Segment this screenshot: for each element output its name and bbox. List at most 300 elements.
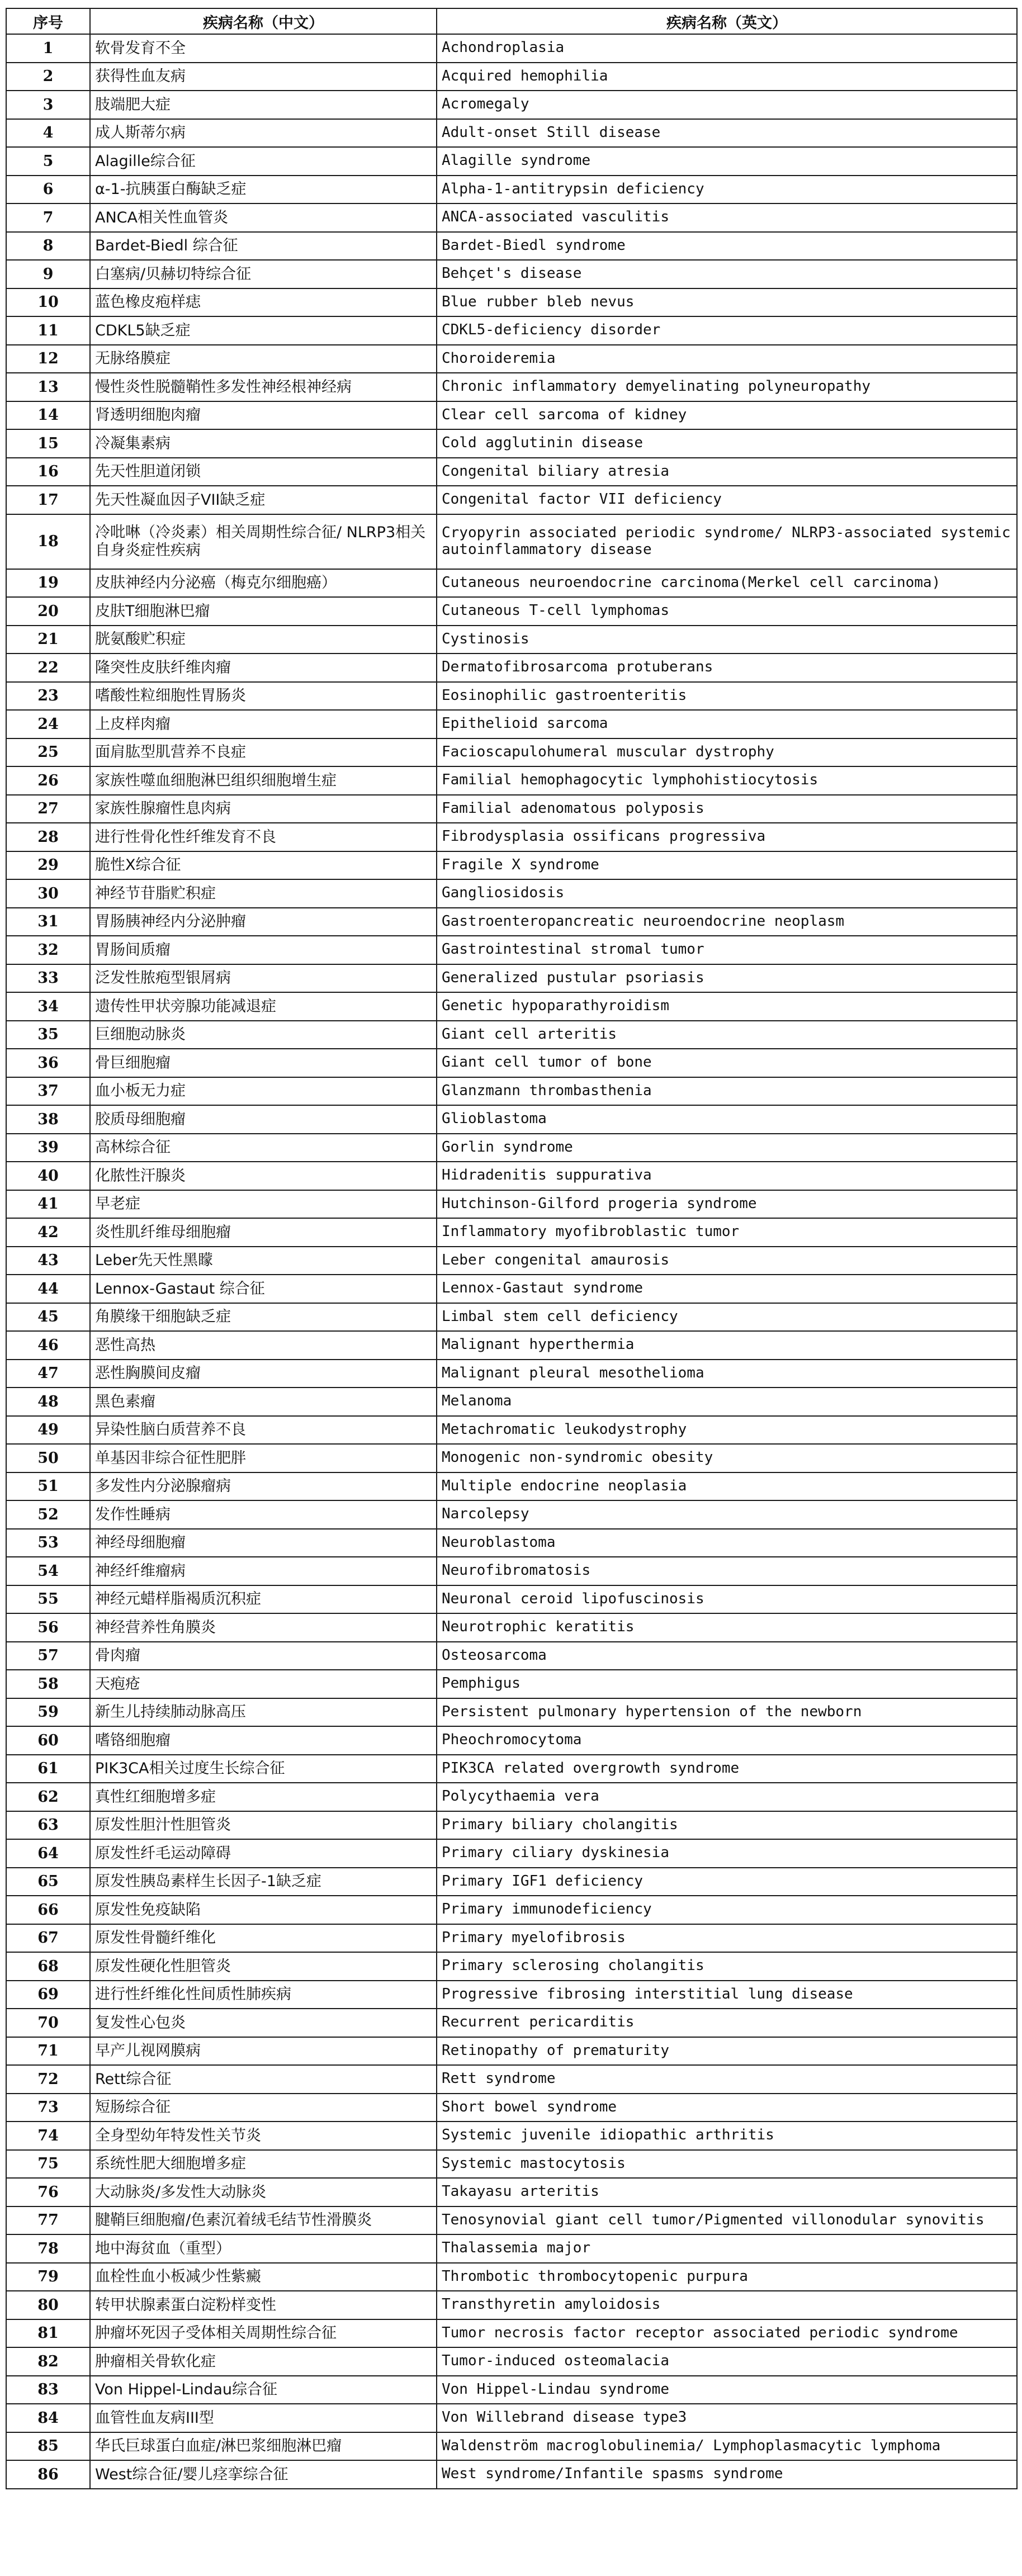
chinese-name: 原发性骨髓纤维化 (90, 1924, 437, 1953)
chinese-name: 地中海贫血（重型） (90, 2234, 437, 2263)
row-index: 58 (6, 1670, 90, 1698)
english-name: Bardet-Biedl syndrome (437, 232, 1017, 261)
chinese-name: 化脓性汗腺炎 (90, 1162, 437, 1190)
table-row (6, 710, 1017, 738)
row-index: 48 (6, 1388, 90, 1416)
header-row (6, 8, 1017, 34)
chinese-name: 神经纤维瘤病 (90, 1557, 437, 1585)
table-row (6, 1472, 1017, 1501)
english-name: CDKL5-deficiency disorder (437, 316, 1017, 345)
table-row (6, 2404, 1017, 2432)
table-row (6, 964, 1017, 993)
table-row (6, 1585, 1017, 1614)
table-body (6, 34, 1017, 2489)
table-row (6, 2460, 1017, 2489)
chinese-name: 白塞病/贝赫切特综合征 (90, 260, 437, 288)
english-name: Congenital factor VII deficiency (437, 486, 1017, 514)
row-index: 33 (6, 964, 90, 993)
table-header (6, 8, 1017, 34)
chinese-name: 肾透明细胞肉瘤 (90, 401, 437, 430)
table-row (6, 316, 1017, 345)
chinese-name: 皮肤T细胞淋巴瘤 (90, 597, 437, 626)
table-row (6, 2263, 1017, 2291)
chinese-name: 神经节苷脂贮积症 (90, 879, 437, 908)
row-index: 78 (6, 2234, 90, 2263)
english-name: Dermatofibrosarcoma protuberans (437, 654, 1017, 682)
english-name: Giant cell arteritis (437, 1021, 1017, 1049)
english-name: Primary sclerosing cholangitis (437, 1952, 1017, 1981)
row-index: 22 (6, 654, 90, 682)
chinese-name: 复发性心包炎 (90, 2009, 437, 2037)
chinese-name: 血小板无力症 (90, 1077, 437, 1106)
header-chinese-name: 疾病名称（中文） (90, 8, 437, 34)
english-name: Limbal stem cell deficiency (437, 1303, 1017, 1332)
english-name: Blue rubber bleb nevus (437, 288, 1017, 317)
english-name: Choroideremia (437, 345, 1017, 373)
table-row (6, 1162, 1017, 1190)
english-name: Primary ciliary dyskinesia (437, 1839, 1017, 1868)
chinese-name: 华氏巨球蛋白血症/淋巴浆细胞淋巴瘤 (90, 2432, 437, 2461)
table-row (6, 1105, 1017, 1134)
row-index: 57 (6, 1642, 90, 1670)
english-name: Systemic mastocytosis (437, 2150, 1017, 2179)
table-row (6, 936, 1017, 964)
table-row (6, 626, 1017, 654)
row-index: 29 (6, 851, 90, 880)
row-index: 61 (6, 1755, 90, 1783)
row-index: 9 (6, 260, 90, 288)
table-row (6, 1021, 1017, 1049)
row-index: 16 (6, 458, 90, 486)
rare-disease-table (6, 8, 1018, 2489)
row-index: 18 (6, 514, 90, 569)
english-name: Generalized pustular psoriasis (437, 964, 1017, 993)
row-index: 73 (6, 2094, 90, 2122)
english-name: Eosinophilic gastroenteritis (437, 682, 1017, 711)
row-index: 47 (6, 1360, 90, 1388)
english-name: Cystinosis (437, 626, 1017, 654)
row-index: 74 (6, 2122, 90, 2150)
chinese-name: 早老症 (90, 1190, 437, 1219)
english-name: Alagille syndrome (437, 147, 1017, 176)
chinese-name: 胃肠间质瘤 (90, 936, 437, 964)
row-index: 13 (6, 373, 90, 401)
row-index: 56 (6, 1613, 90, 1642)
english-name: Polycythaemia vera (437, 1783, 1017, 1811)
english-name: Cold agglutinin disease (437, 429, 1017, 458)
chinese-name: 异染性脑白质营养不良 (90, 1416, 437, 1445)
table-row (6, 2376, 1017, 2404)
table-row (6, 1331, 1017, 1360)
chinese-name: 炎性肌纤维母细胞瘤 (90, 1218, 437, 1247)
row-index: 15 (6, 429, 90, 458)
english-name: Glanzmann thrombasthenia (437, 1077, 1017, 1106)
row-index: 54 (6, 1557, 90, 1585)
table-row (6, 2094, 1017, 2122)
table-row (6, 992, 1017, 1021)
english-name: Neuroblastoma (437, 1529, 1017, 1557)
row-index: 5 (6, 147, 90, 176)
chinese-name: 角膜缘干细胞缺乏症 (90, 1303, 437, 1332)
english-name: Waldenström macroglobulinemia/ Lymphoplasmacytic lymphoma (437, 2432, 1017, 2461)
row-index: 6 (6, 176, 90, 204)
row-index: 41 (6, 1190, 90, 1219)
row-index: 76 (6, 2178, 90, 2206)
table-row (6, 2122, 1017, 2150)
chinese-name: 原发性胆汁性胆管炎 (90, 1811, 437, 1840)
english-name: Malignant pleural mesothelioma (437, 1360, 1017, 1388)
row-index: 23 (6, 682, 90, 711)
english-name: Gastroenteropancreatic neuroendocrine neoplasm (437, 908, 1017, 936)
chinese-name: 血管性血友病III型 (90, 2404, 437, 2432)
chinese-name: Lennox-Gastaut 综合征 (90, 1275, 437, 1303)
table-row (6, 147, 1017, 176)
table-row (6, 345, 1017, 373)
english-name: Hutchinson-Gilford progeria syndrome (437, 1190, 1017, 1219)
english-name: PIK3CA related overgrowth syndrome (437, 1755, 1017, 1783)
table-row (6, 2319, 1017, 2348)
table-row (6, 2037, 1017, 2066)
table-row (6, 2234, 1017, 2263)
chinese-name: 胶质母细胞瘤 (90, 1105, 437, 1134)
row-index: 39 (6, 1134, 90, 1162)
english-name: Multiple endocrine neoplasia (437, 1472, 1017, 1501)
english-name: Progressive fibrosing interstitial lung disease (437, 1981, 1017, 2009)
table-row (6, 91, 1017, 119)
english-name: Von Willebrand disease type3 (437, 2404, 1017, 2432)
table-row (6, 2178, 1017, 2206)
english-name: Familial adenomatous polyposis (437, 795, 1017, 823)
chinese-name: 胃肠胰神经内分泌肿瘤 (90, 908, 437, 936)
table-row (6, 738, 1017, 767)
chinese-name: 发作性睡病 (90, 1500, 437, 1529)
chinese-name: 短肠综合征 (90, 2094, 437, 2122)
table-row (6, 1924, 1017, 1953)
chinese-name: 骨肉瘤 (90, 1642, 437, 1670)
english-name: Short bowel syndrome (437, 2094, 1017, 2122)
english-name: Neurofibromatosis (437, 1557, 1017, 1585)
row-index: 14 (6, 401, 90, 430)
table-row (6, 1755, 1017, 1783)
row-index: 45 (6, 1303, 90, 1332)
row-index: 43 (6, 1247, 90, 1275)
chinese-name: Alagille综合征 (90, 147, 437, 176)
chinese-name: 恶性胸膜间皮瘤 (90, 1360, 437, 1388)
row-index: 12 (6, 345, 90, 373)
row-index: 81 (6, 2319, 90, 2348)
row-index: 71 (6, 2037, 90, 2066)
row-index: 25 (6, 738, 90, 767)
row-index: 80 (6, 2291, 90, 2319)
row-index: 35 (6, 1021, 90, 1049)
english-name: Retinopathy of prematurity (437, 2037, 1017, 2066)
table-row (6, 2347, 1017, 2376)
table-row (6, 1839, 1017, 1868)
table-row (6, 260, 1017, 288)
english-name: Thalassemia major (437, 2234, 1017, 2263)
table-row (6, 1077, 1017, 1106)
chinese-name: CDKL5缺乏症 (90, 316, 437, 345)
row-index: 66 (6, 1896, 90, 1924)
chinese-name: 多发性内分泌腺瘤病 (90, 1472, 437, 1501)
chinese-name: 慢性炎性脱髓鞘性多发性神经根神经病 (90, 373, 437, 401)
row-index: 72 (6, 2065, 90, 2094)
row-index: 8 (6, 232, 90, 261)
chinese-name: 胱氨酸贮积症 (90, 626, 437, 654)
row-index: 65 (6, 1868, 90, 1896)
table-row (6, 2150, 1017, 2179)
chinese-name: 原发性免疫缺陷 (90, 1896, 437, 1924)
table-row (6, 1218, 1017, 1247)
row-index: 42 (6, 1218, 90, 1247)
table-row (6, 1416, 1017, 1445)
chinese-name: 新生儿持续肺动脉高压 (90, 1698, 437, 1727)
english-name: Gorlin syndrome (437, 1134, 1017, 1162)
chinese-name: 进行性纤维化性间质性肺疾病 (90, 1981, 437, 2009)
english-name: Narcolepsy (437, 1500, 1017, 1529)
chinese-name: 泛发性脓疱型银屑病 (90, 964, 437, 993)
chinese-name: 大动脉炎/多发性大动脉炎 (90, 2178, 437, 2206)
chinese-name: 无脉络膜症 (90, 345, 437, 373)
row-index: 17 (6, 486, 90, 514)
table-row (6, 119, 1017, 148)
english-name: Fragile X syndrome (437, 851, 1017, 880)
row-index: 67 (6, 1924, 90, 1953)
chinese-name: 转甲状腺素蛋白淀粉样变性 (90, 2291, 437, 2319)
row-index: 51 (6, 1472, 90, 1501)
chinese-name: 嗜铬细胞瘤 (90, 1726, 437, 1755)
table-row (6, 288, 1017, 317)
row-index: 2 (6, 63, 90, 91)
row-index: 55 (6, 1585, 90, 1614)
chinese-name: 系统性肥大细胞增多症 (90, 2150, 437, 2179)
english-name: Persistent pulmonary hypertension of the newborn (437, 1698, 1017, 1727)
chinese-name: 高林综合征 (90, 1134, 437, 1162)
table-row (6, 176, 1017, 204)
row-index: 50 (6, 1444, 90, 1472)
table-row (6, 1360, 1017, 1388)
table-row (6, 1613, 1017, 1642)
english-name: Inflammatory myofibroblastic tumor (437, 1218, 1017, 1247)
chinese-name: 肢端肥大症 (90, 91, 437, 119)
row-index: 28 (6, 823, 90, 851)
english-name: Facioscapulohumeral muscular dystrophy (437, 738, 1017, 767)
table-row (6, 879, 1017, 908)
table-row (6, 458, 1017, 486)
table-row (6, 1134, 1017, 1162)
english-name: Pemphigus (437, 1670, 1017, 1698)
table-row (6, 597, 1017, 626)
row-index: 7 (6, 203, 90, 232)
english-name: Primary immunodeficiency (437, 1896, 1017, 1924)
chinese-name: 骨巨细胞瘤 (90, 1049, 437, 1077)
header-index: 序号 (6, 8, 90, 34)
row-index: 44 (6, 1275, 90, 1303)
english-name: Gangliosidosis (437, 879, 1017, 908)
english-name: Takayasu arteritis (437, 2178, 1017, 2206)
english-name: Lennox-Gastaut syndrome (437, 1275, 1017, 1303)
table-row (6, 1247, 1017, 1275)
row-index: 36 (6, 1049, 90, 1077)
english-name: Thrombotic thrombocytopenic purpura (437, 2263, 1017, 2291)
table-row (6, 232, 1017, 261)
english-name: Giant cell tumor of bone (437, 1049, 1017, 1077)
chinese-name: 原发性纤毛运动障碍 (90, 1839, 437, 1868)
table-row (6, 682, 1017, 711)
chinese-name: 全身型幼年特发性关节炎 (90, 2122, 437, 2150)
table-row (6, 486, 1017, 514)
chinese-name: 获得性血友病 (90, 63, 437, 91)
table-row (6, 373, 1017, 401)
table-row (6, 1896, 1017, 1924)
table-row (6, 1670, 1017, 1698)
english-name: Tumor-induced osteomalacia (437, 2347, 1017, 2376)
row-index: 4 (6, 119, 90, 148)
header-english-name: 疾病名称（英文） (437, 8, 1017, 34)
row-index: 37 (6, 1077, 90, 1106)
row-index: 26 (6, 766, 90, 795)
english-name: Monogenic non-syndromic obesity (437, 1444, 1017, 1472)
english-name: Malignant hyperthermia (437, 1331, 1017, 1360)
english-name: Recurrent pericarditis (437, 2009, 1017, 2037)
chinese-name: 家族性腺瘤性息肉病 (90, 795, 437, 823)
chinese-name: 先天性凝血因子VII缺乏症 (90, 486, 437, 514)
english-name: Behçet's disease (437, 260, 1017, 288)
chinese-name: 神经母细胞瘤 (90, 1529, 437, 1557)
row-index: 40 (6, 1162, 90, 1190)
row-index: 38 (6, 1105, 90, 1134)
table-row (6, 1049, 1017, 1077)
chinese-name: 肿瘤坏死因子受体相关周期性综合征 (90, 2319, 437, 2348)
chinese-name: 腱鞘巨细胞瘤/色素沉着绒毛结节性滑膜炎 (90, 2206, 437, 2235)
table-row (6, 1388, 1017, 1416)
table-row (6, 2291, 1017, 2319)
row-index: 63 (6, 1811, 90, 1840)
english-name: Melanoma (437, 1388, 1017, 1416)
table-row (6, 908, 1017, 936)
chinese-name: 神经元蜡样脂褐质沉积症 (90, 1585, 437, 1614)
table-row (6, 1981, 1017, 2009)
row-index: 86 (6, 2460, 90, 2489)
english-name: Adult-onset Still disease (437, 119, 1017, 148)
row-index: 31 (6, 908, 90, 936)
chinese-name: 上皮样肉瘤 (90, 710, 437, 738)
row-index: 3 (6, 91, 90, 119)
english-name: Neurotrophic keratitis (437, 1613, 1017, 1642)
english-name: Neuronal ceroid lipofuscinosis (437, 1585, 1017, 1614)
table-row (6, 1557, 1017, 1585)
table-row (6, 1190, 1017, 1219)
english-name: Hidradenitis suppurativa (437, 1162, 1017, 1190)
chinese-name: Bardet-Biedl 综合征 (90, 232, 437, 261)
english-name: Cutaneous T-cell lymphomas (437, 597, 1017, 626)
english-name: West syndrome/Infantile spasms syndrome (437, 2460, 1017, 2489)
row-index: 64 (6, 1839, 90, 1868)
table-row (6, 429, 1017, 458)
table-row (6, 1868, 1017, 1896)
table-row (6, 1444, 1017, 1472)
table-row (6, 766, 1017, 795)
chinese-name: 天疱疮 (90, 1670, 437, 1698)
english-name: Fibrodysplasia ossificans progressiva (437, 823, 1017, 851)
chinese-name: Von Hippel-Lindau综合征 (90, 2376, 437, 2404)
row-index: 49 (6, 1416, 90, 1445)
row-index: 82 (6, 2347, 90, 2376)
english-name: Primary biliary cholangitis (437, 1811, 1017, 1840)
english-name: Systemic juvenile idiopathic arthritis (437, 2122, 1017, 2150)
chinese-name: 隆突性皮肤纤维肉瘤 (90, 654, 437, 682)
row-index: 53 (6, 1529, 90, 1557)
table-row (6, 2065, 1017, 2094)
chinese-name: 原发性胰岛素样生长因子-1缺乏症 (90, 1868, 437, 1896)
chinese-name: 脆性X综合征 (90, 851, 437, 880)
table-row (6, 1698, 1017, 1727)
english-name: Epithelioid sarcoma (437, 710, 1017, 738)
chinese-name: Rett综合征 (90, 2065, 437, 2094)
chinese-name: 恶性高热 (90, 1331, 437, 1360)
english-name: Rett syndrome (437, 2065, 1017, 2094)
table-row (6, 203, 1017, 232)
row-index: 21 (6, 626, 90, 654)
chinese-name: 原发性硬化性胆管炎 (90, 1952, 437, 1981)
chinese-name: 先天性胆道闭锁 (90, 458, 437, 486)
row-index: 79 (6, 2263, 90, 2291)
english-name: Acquired hemophilia (437, 63, 1017, 91)
row-index: 52 (6, 1500, 90, 1529)
row-index: 69 (6, 1981, 90, 2009)
english-name: Glioblastoma (437, 1105, 1017, 1134)
chinese-name: 神经营养性角膜炎 (90, 1613, 437, 1642)
row-index: 1 (6, 34, 90, 63)
row-index: 27 (6, 795, 90, 823)
english-name: Leber congenital amaurosis (437, 1247, 1017, 1275)
table-row (6, 851, 1017, 880)
english-name: ANCA-associated vasculitis (437, 203, 1017, 232)
chinese-name: 真性红细胞增多症 (90, 1783, 437, 1811)
chinese-name: 肿瘤相关骨软化症 (90, 2347, 437, 2376)
chinese-name: α-1-抗胰蛋白酶缺乏症 (90, 176, 437, 204)
english-name: Metachromatic leukodystrophy (437, 1416, 1017, 1445)
row-index: 59 (6, 1698, 90, 1727)
table-row (6, 1783, 1017, 1811)
table-row (6, 1529, 1017, 1557)
table-row (6, 654, 1017, 682)
table-row (6, 2432, 1017, 2461)
english-name: Acromegaly (437, 91, 1017, 119)
row-index: 46 (6, 1331, 90, 1360)
table-row (6, 795, 1017, 823)
chinese-name: 冷凝集素病 (90, 429, 437, 458)
table-row (6, 2206, 1017, 2235)
table-row (6, 823, 1017, 851)
table-row (6, 1303, 1017, 1332)
english-name: Cutaneous neuroendocrine carcinoma(Merkel cell carcinoma) (437, 569, 1017, 598)
table-row (6, 1952, 1017, 1981)
chinese-name: 遗传性甲状旁腺功能减退症 (90, 992, 437, 1021)
table-row (6, 569, 1017, 598)
english-name: Osteosarcoma (437, 1642, 1017, 1670)
chinese-name: 面肩肱型肌营养不良症 (90, 738, 437, 767)
row-index: 77 (6, 2206, 90, 2235)
row-index: 11 (6, 316, 90, 345)
row-index: 68 (6, 1952, 90, 1981)
english-name: Von Hippel-Lindau syndrome (437, 2376, 1017, 2404)
table-row (6, 1500, 1017, 1529)
row-index: 84 (6, 2404, 90, 2432)
row-index: 10 (6, 288, 90, 317)
english-name: Primary myelofibrosis (437, 1924, 1017, 1953)
chinese-name: 早产儿视网膜病 (90, 2037, 437, 2066)
